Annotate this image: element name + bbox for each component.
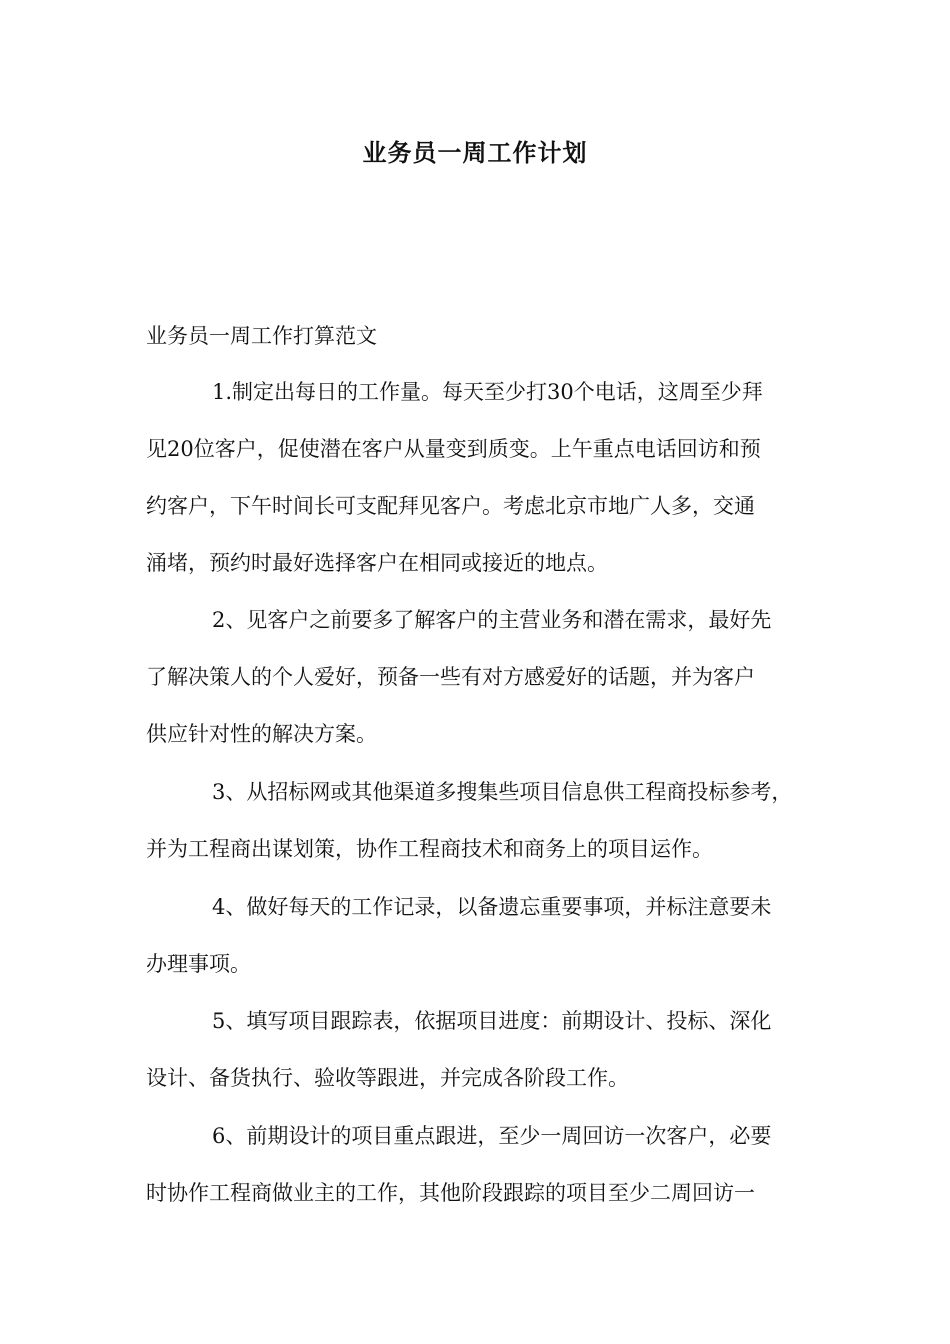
paragraph-line: 2、见客户之前要多了解客户的主营业务和潜在需求，最好先 (212, 608, 772, 632)
paragraph-line: 5、填写项目跟踪表，依据项目进度：前期设计、投标、深化 (212, 1009, 772, 1033)
paragraph-6 (146, 1108, 810, 1222)
paragraph-4 (146, 879, 810, 993)
paragraph-line: 时协作工程商做业主的工作，其他阶段跟踪的项目至少二周回访一 (146, 1181, 755, 1205)
paragraph-line: 3、从招标网或其他渠道多搜集些项目信息供工程商投标参考， (212, 780, 793, 804)
paragraph-line: 涌堵，预约时最好选择客户在相同或接近的地点。 (146, 551, 608, 575)
paragraph-1 (146, 364, 810, 592)
paragraph-line: 了解决策人的个人爱好，预备一些有对方感爱好的话题，并为客户 (146, 665, 755, 689)
paragraph-3 (146, 764, 810, 878)
document-subtitle: 业务员一周工作打算范文 (146, 324, 377, 348)
paragraph-line: 并为工程商出谋划策，协作工程商技术和商务上的项目运作。 (146, 837, 713, 861)
paragraph-line: 设计、备货执行、验收等跟进，并完成各阶段工作。 (146, 1066, 629, 1090)
paragraph-line: 供应针对性的解决方案。 (146, 722, 377, 746)
paragraph-line: 4、做好每天的工作记录，以备遗忘重要事项，并标注意要未 (212, 895, 772, 919)
paragraph-line: 见20位客户，促使潜在客户从量变到质变。上午重点电话回访和预 (146, 437, 761, 461)
paragraph-line: 办理事项。 (146, 952, 251, 976)
paragraph-line: 1.制定出每日的工作量。每天至少打30个电话，这周至少拜 (212, 380, 763, 404)
paragraph-5 (146, 993, 810, 1107)
paragraph-line: 6、前期设计的项目重点跟进，至少一周回访一次客户，必要 (212, 1124, 772, 1148)
paragraph-line: 约客户，下午时间长可支配拜见客户。考虑北京市地广人多，交通 (146, 494, 755, 518)
document-title: 业务员一周工作计划 (362, 138, 588, 167)
paragraph-2 (146, 592, 810, 763)
